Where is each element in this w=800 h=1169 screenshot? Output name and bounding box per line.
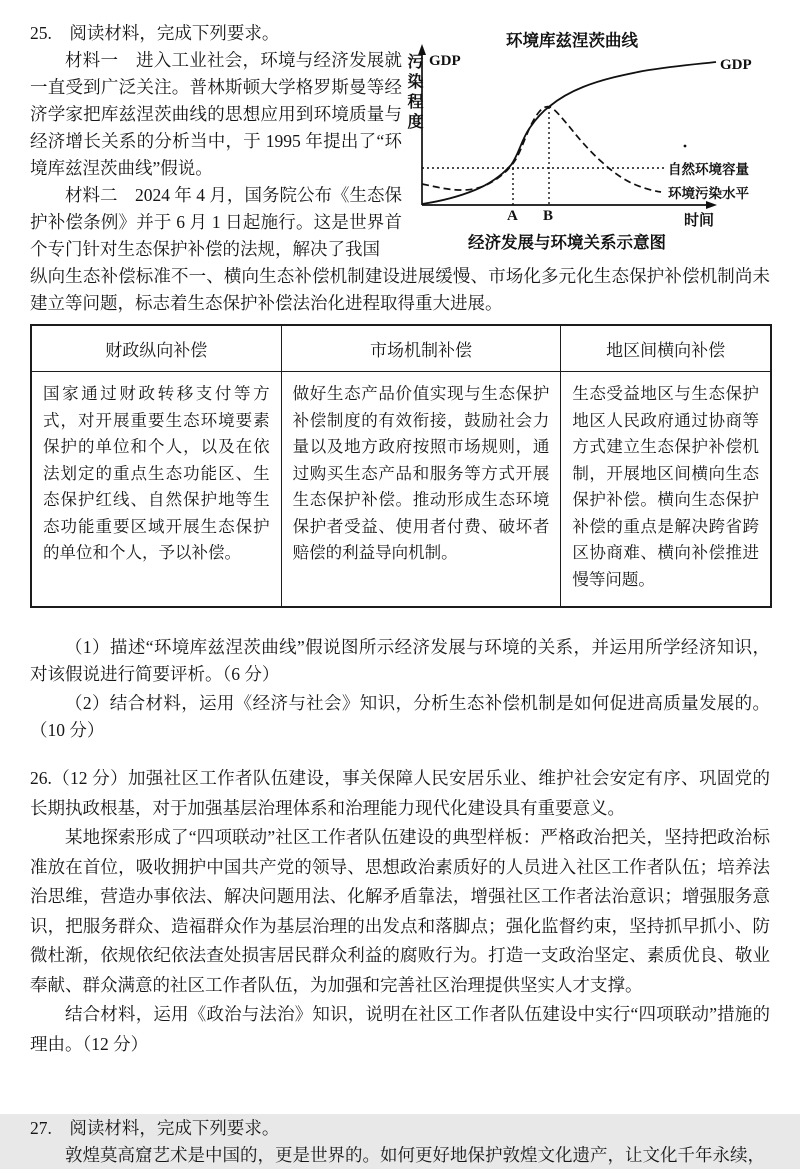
table-cell-regional: 生态受益地区与生态保护地区人民政府通过协商等方式建立生态保护补偿机制，开展地区间横向生态保护补偿。横向生态保护补偿的重点是解决跨省跨区协商难、横向补偿推进慢等问题。	[561, 372, 771, 608]
capacity-line-label: 自然环境容量	[668, 162, 749, 177]
point-b-label: B	[543, 208, 554, 224]
kuznets-curve-chart	[402, 24, 770, 254]
gdp-curve-label: GDP	[720, 57, 752, 73]
pollution-curve	[422, 107, 661, 192]
material-2-paragraph: 材料二 2024 年 4 月，国务院公布《生态保护补偿条例》并于 6 月 1 日起施行。这是世界首个专门针对生态保护补偿的法规，解决了我国	[30, 185, 402, 259]
chart-caption: 经济发展与环境关系示意图	[468, 233, 666, 252]
stray-dot	[684, 145, 687, 148]
table-body-row	[31, 372, 771, 608]
table-cell-fiscal: 国家通过财政转移支付等方式，对开展重要生态环境要素保护的单位和个人，以及在依法划定的重点生态功能区、生态保护红线、自然保护地等生态功能重要区域开展生态保护的单位和个人，予以补偿。	[31, 372, 281, 608]
question-27-section	[30, 1115, 770, 1169]
table-header-row	[31, 325, 771, 372]
question-25-section	[30, 20, 770, 263]
question-26-intro: 26.（12 分）加强社区工作者队伍建设，事关保障人民安居乐业、维护社会安定有序、巩固党的长期执政根基，对于加强基层治理体系和治理能力现代化建设具有重要意义。	[30, 768, 770, 818]
question-26-section	[30, 764, 770, 1059]
table-header-fiscal: 财政纵向补偿	[31, 325, 281, 372]
point-a-label: A	[507, 208, 518, 224]
question-25-2: （2）结合材料，运用《经济与社会》知识，分析生态补偿机制是如何促进高质量发展的。（10 分）	[30, 693, 770, 740]
y-axis-label: 污染程度	[405, 53, 422, 133]
material-2-continuation: 纵向生态补偿标准不一、横向生态补偿机制建设进展缓慢、市场化多元化生态保护补偿机制尚未建立等问题，标志着生态保护补偿法治化进程取得重大进展。	[30, 266, 770, 313]
x-axis-label: 时间	[684, 213, 715, 229]
material-1-paragraph: 材料一 进入工业社会，环境与经济发展就一直受到广泛关注。普林斯顿大学格罗斯曼等经济学家把库兹涅茨曲线的思想应用到环境质量与经济增长关系的分析当中，于 1995 年提出了“环境库兹涅茨曲线”假说。	[30, 50, 402, 178]
question-25-1: （1）描述“环境库兹涅茨曲线”假说图所示经济发展与环境的关系，并运用所学经济知识，对该假说进行简要评析。（6 分）	[30, 637, 770, 684]
question-26-task: 结合材料，运用《政治与法治》知识，说明在社区工作者队伍建设中实行“四项联动”措施的理由。（12 分）	[30, 1004, 770, 1054]
pollution-curve-label: 环境污染水平	[668, 186, 749, 201]
question-26-material: 某地探索形成了“四项联动”社区工作者队伍建设的典型样板：严格政治把关，坚持把政治标准放在首位，吸收拥护中国共产党的领导、思想政治素质好的人员进入社区工作者队伍；培养法治思维，营造办事依法、解决问题用法、化解矛盾靠法，增强社区工作者法治意识；增强服务意识，把服务群众、造福群众作为基层治理的出发点和落脚点；强化监督约束，坚持抓早抓小、防微杜渐，依规依纪依法查处损害居民群众利益的腐败行为。打造一支政治坚定、素质优良、敬业奉献、群众满意的社区工作者队伍，为加强和完善社区治理提供坚实人才支撑。	[30, 827, 770, 995]
chart-title: 环境库兹涅茨曲线	[506, 31, 638, 50]
x-axis-arrow-icon	[706, 201, 717, 209]
table-header-regional: 地区间横向补偿	[561, 325, 771, 372]
question-25-heading: 25. 阅读材料，完成下列要求。	[30, 23, 280, 43]
gdp-axis-label: GDP	[429, 53, 461, 69]
question-25-text-column	[30, 20, 402, 263]
compensation-table	[30, 324, 772, 608]
table-header-market: 市场机制补偿	[281, 325, 561, 372]
table-cell-market: 做好生态产品价值实现与生态保护补偿制度的有效衔接，鼓励社会力量以及地方政府按照市场规则，通过购买生态产品和服务等方式开展生态保护补偿。推动形成生态环境保护者受益、使用者付费、破坏者赔偿的利益导向机制。	[281, 372, 561, 608]
question-27-material: 敦煌莫高窟艺术是中国的，更是世界的。如何更好地保护敦煌文化遗产，让文化千年永续，	[65, 1145, 765, 1165]
question-27-heading: 27. 阅读材料，完成下列要求。	[30, 1118, 280, 1138]
